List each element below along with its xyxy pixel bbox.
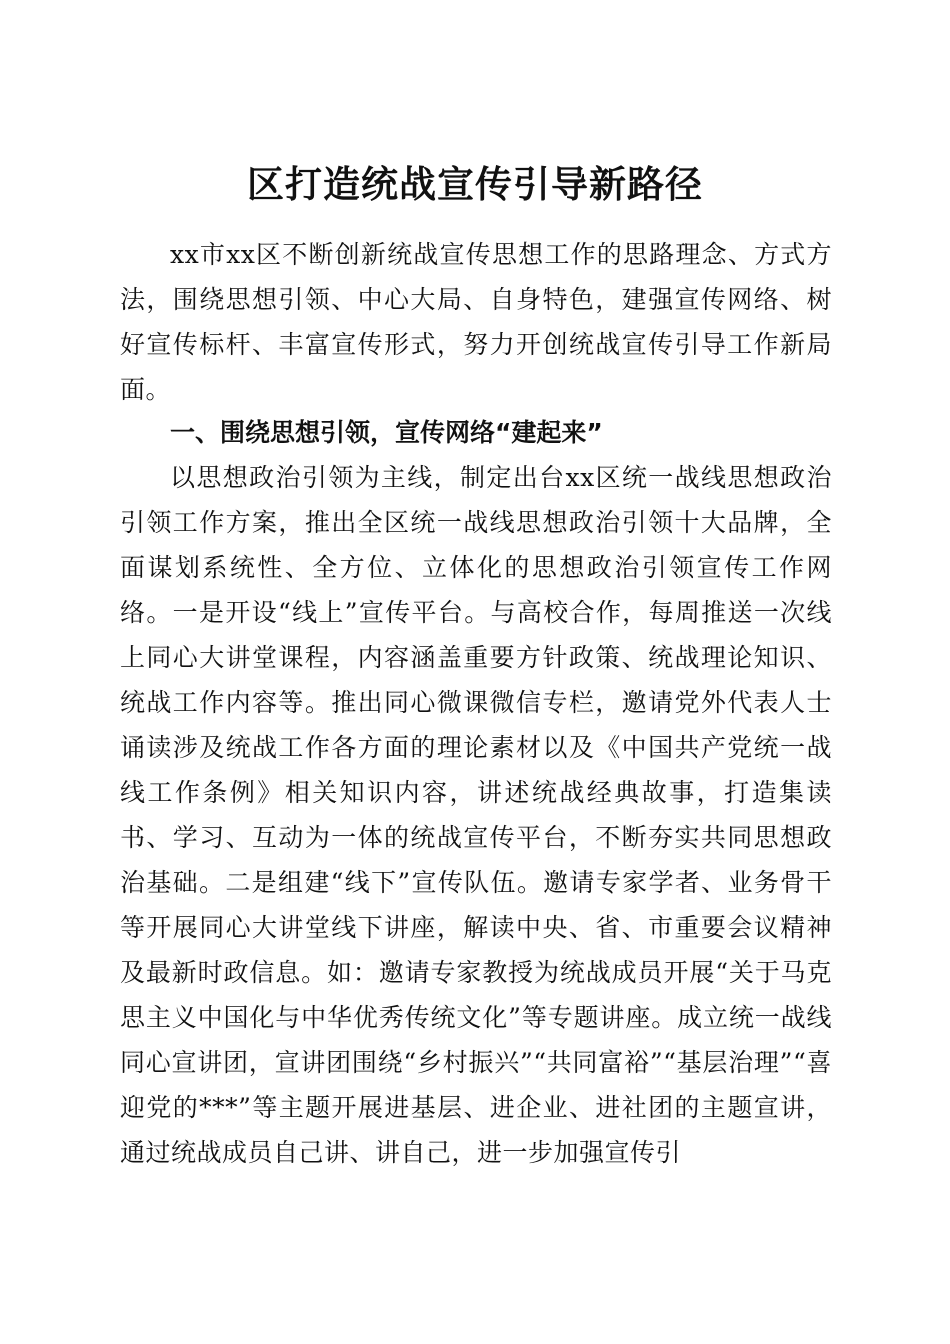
section-heading: 一、围绕思想引领，宣传网络“建起来” [170,418,603,447]
section-body-paragraph: 以思想政治引领为主线，制定出台xx区统一战线思想政治引领工作方案，推出全区统一战线思想政治引领十大品牌，全面谋划系统性、全方位、立体化的思想政治引领宣传工作网络。一是开设“线上”宣传平台。与高校合作，每周推送一次线上同心大讲堂课程，内容涵盖重要方针政策、统战理论知识、统战工作内容等。推出同心微课微信专栏，邀请党外代表人士诵读涉及统战工作各方面的理论素材以及《中国共产党统一战线工作条例》相关知识内容，讲述统战经典故事，打造集读书、学习、互动为一体的统战宣传平台，不断夯实共同思想政治基础。二是组建“线下”宣传队伍。邀请专家学者、业务骨干等开展同心大讲堂线下讲座，解读中央、省、市重要会议精神及最新时政信息。如：邀请专家教授为统战成员开展“关于马克思主义中国化与中华优秀传统文化”等专题讲座。成立统一战线同心宣讲团，宣讲团围绕“乡村振兴”“共同富裕”“基层治理”“喜迎党的***”等主题开展进基层、进企业、进社团的主题宣讲，通过统战成员自己讲、讲自己，进一步加强宣传引 [120,463,832,1167]
intro-paragraph: xx市xx区不断创新统战宣传思想工作的思路理念、方式方法，围绕思想引领、中心大局、自身特色，建强宣传网络、树好宣传标杆、丰富宣传形式，努力开创统战宣传引导工作新局面。 [120,240,832,404]
document-title: 区打造统战宣传引导新路径 [247,161,703,206]
